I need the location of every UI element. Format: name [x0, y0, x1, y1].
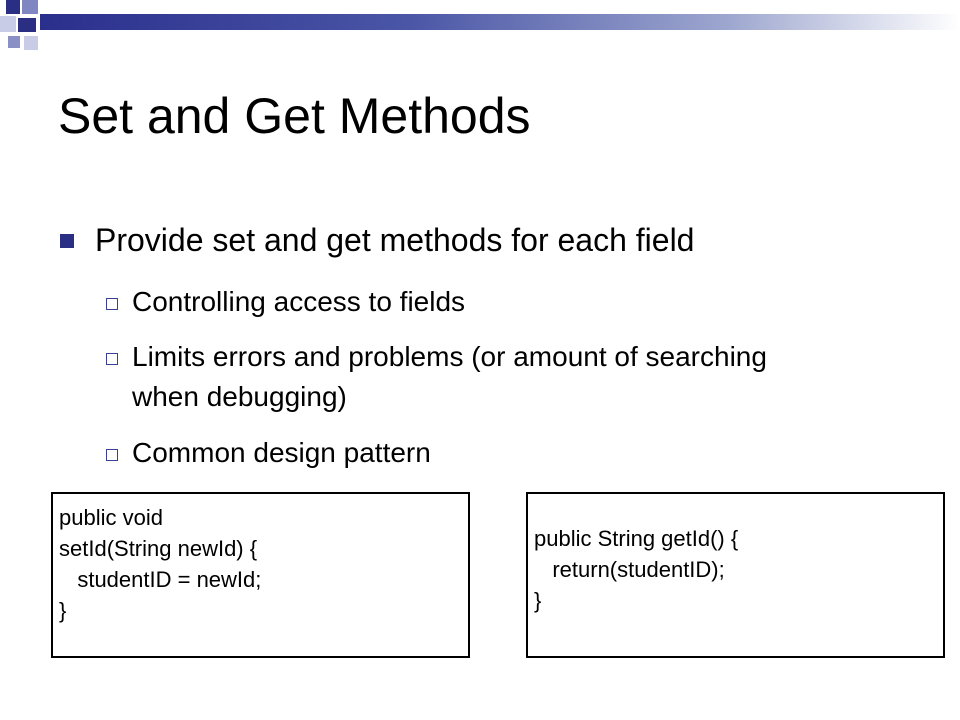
- square-bullet-icon: [60, 234, 74, 248]
- code-line: studentID = newId;: [59, 567, 262, 592]
- deco-square-3: [0, 16, 16, 32]
- header-gradient-band: [40, 14, 960, 30]
- code-line: public void: [59, 505, 163, 530]
- hollow-square-bullet-icon: [106, 449, 118, 461]
- code-line: setId(String newId) {: [59, 536, 258, 561]
- deco-square-6: [24, 36, 38, 50]
- deco-square-4: [18, 18, 36, 32]
- code-line: public String getId() {: [534, 526, 739, 551]
- deco-square-1: [6, 0, 20, 14]
- deco-square-5: [8, 36, 20, 48]
- sub-bullet-text: Limits errors and problems (or amount of searching when debugging): [132, 341, 767, 412]
- code-line: return(studentID);: [534, 557, 725, 582]
- sub-bullet-text: Common design pattern: [132, 437, 431, 468]
- header-decoration: [0, 0, 960, 60]
- main-bullet-text: Provide set and get methods for each field: [95, 222, 695, 258]
- hollow-square-bullet-icon: [106, 298, 118, 310]
- deco-square-2: [22, 0, 38, 14]
- code-line: }: [59, 598, 67, 623]
- sub-bullet-text: Controlling access to fields: [132, 286, 466, 317]
- slide-title: Set and Get Methods: [58, 88, 531, 144]
- hollow-square-bullet-icon: [106, 353, 118, 365]
- getter-code-box: [526, 492, 945, 658]
- setter-code-box: [51, 492, 470, 658]
- code-line: }: [534, 588, 542, 613]
